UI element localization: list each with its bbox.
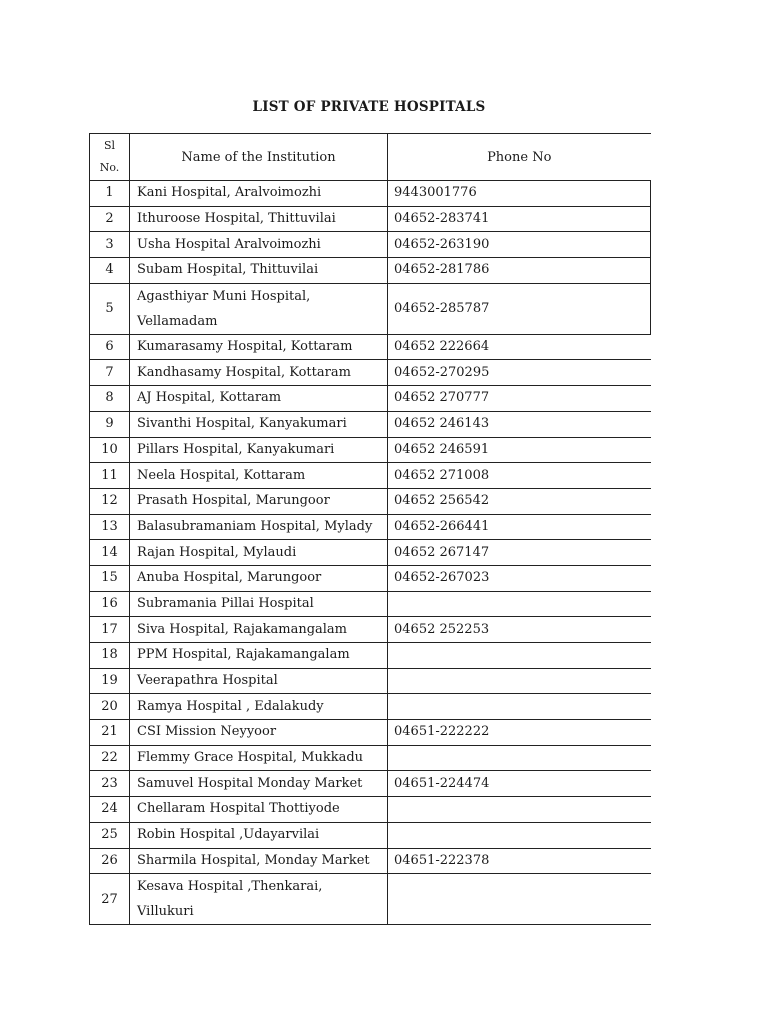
serial-number: 16 <box>90 591 130 617</box>
institution-name: Flemmy Grace Hospital, Mukkadu <box>130 745 388 771</box>
phone-number: 04652 222664 <box>388 334 651 360</box>
phone-number: 04652 246143 <box>388 411 651 437</box>
phone-number: 04652-285787 <box>388 283 651 334</box>
table-row <box>90 745 651 771</box>
column-header-sl-line2: No. <box>99 161 120 174</box>
table-row <box>90 848 651 874</box>
serial-number: 14 <box>90 540 130 566</box>
phone-number: 04651-222378 <box>388 848 651 874</box>
phone-number: 04652 267147 <box>388 540 651 566</box>
serial-number: 20 <box>90 694 130 720</box>
table-row <box>90 283 651 334</box>
serial-number: 4 <box>90 258 130 284</box>
column-header-sl-no <box>90 134 130 181</box>
serial-number: 26 <box>90 848 130 874</box>
table-row <box>90 411 651 437</box>
table-row <box>90 668 651 694</box>
institution-name: Subam Hospital, Thittuvilai <box>130 258 388 284</box>
institution-name: Sharmila Hospital, Monday Market <box>130 848 388 874</box>
phone-number <box>388 643 651 669</box>
table-row <box>90 694 651 720</box>
phone-number: 04652-281786 <box>388 258 651 284</box>
table-row <box>90 488 651 514</box>
phone-number <box>388 668 651 694</box>
serial-number: 12 <box>90 488 130 514</box>
institution-name: Chellaram Hospital Thottiyode <box>130 797 388 823</box>
phone-number: 04652-267023 <box>388 565 651 591</box>
serial-number: 1 <box>90 181 130 207</box>
table-row <box>90 232 651 258</box>
serial-number: 8 <box>90 386 130 412</box>
table-row <box>90 386 651 412</box>
institution-name: Pillars Hospital, Kanyakumari <box>130 437 388 463</box>
table-row <box>90 797 651 823</box>
table-row <box>90 617 651 643</box>
table-row <box>90 874 651 925</box>
institution-name: Subramania Pillai Hospital <box>130 591 388 617</box>
column-header-phone: Phone No <box>388 134 651 181</box>
serial-number: 7 <box>90 360 130 386</box>
serial-number: 18 <box>90 643 130 669</box>
table-row <box>90 591 651 617</box>
phone-number: 04652 246591 <box>388 437 651 463</box>
serial-number: 19 <box>90 668 130 694</box>
table-header-row <box>90 134 651 181</box>
serial-number: 10 <box>90 437 130 463</box>
serial-number: 11 <box>90 463 130 489</box>
phone-number: 04652 252253 <box>388 617 651 643</box>
table-row <box>90 334 651 360</box>
phone-number <box>388 745 651 771</box>
phone-number: 04652 271008 <box>388 463 651 489</box>
institution-name: Samuvel Hospital Monday Market <box>130 771 388 797</box>
institution-name: Ramya Hospital , Edalakudy <box>130 694 388 720</box>
table-row <box>90 565 651 591</box>
institution-name: Usha Hospital Aralvoimozhi <box>130 232 388 258</box>
table-row <box>90 514 651 540</box>
table-row <box>90 258 651 284</box>
phone-number <box>388 822 651 848</box>
institution-name: PPM Hospital, Rajakamangalam <box>130 643 388 669</box>
table-row <box>90 181 651 207</box>
institution-name: Kandhasamy Hospital, Kottaram <box>130 360 388 386</box>
serial-number: 27 <box>90 874 130 925</box>
table-body <box>90 181 651 925</box>
institution-name: Prasath Hospital, Marungoor <box>130 488 388 514</box>
phone-number: 04652 270777 <box>388 386 651 412</box>
serial-number: 24 <box>90 797 130 823</box>
institution-name: Siva Hospital, Rajakamangalam <box>130 617 388 643</box>
table-row <box>90 643 651 669</box>
institution-name: Rajan Hospital, Mylaudi <box>130 540 388 566</box>
institution-name: Anuba Hospital, Marungoor <box>130 565 388 591</box>
institution-name: CSI Mission Neyyoor <box>130 720 388 746</box>
phone-number: 04651-222222 <box>388 720 651 746</box>
phone-number: 04652-263190 <box>388 232 651 258</box>
serial-number: 22 <box>90 745 130 771</box>
serial-number: 9 <box>90 411 130 437</box>
phone-number: 9443001776 <box>388 181 651 207</box>
institution-name: Robin Hospital ,Udayarvilai <box>130 822 388 848</box>
table-row <box>90 771 651 797</box>
institution-name: Kumarasamy Hospital, Kottaram <box>130 334 388 360</box>
serial-number: 5 <box>90 283 130 334</box>
table-row <box>90 206 651 232</box>
institution-name: AJ Hospital, Kottaram <box>130 386 388 412</box>
serial-number: 6 <box>90 334 130 360</box>
serial-number: 13 <box>90 514 130 540</box>
table-row <box>90 540 651 566</box>
phone-number: 04652-270295 <box>388 360 651 386</box>
column-header-name: Name of the Institution <box>130 134 388 181</box>
phone-number <box>388 874 651 925</box>
serial-number: 3 <box>90 232 130 258</box>
phone-number: 04652-283741 <box>388 206 651 232</box>
institution-name: Balasubramaniam Hospital, Mylady <box>130 514 388 540</box>
table-row <box>90 437 651 463</box>
phone-number: 04651-224474 <box>388 771 651 797</box>
serial-number: 15 <box>90 565 130 591</box>
institution-name: Sivanthi Hospital, Kanyakumari <box>130 411 388 437</box>
institution-name: Veerapathra Hospital <box>130 668 388 694</box>
institution-name: Agasthiyar Muni Hospital, Vellamadam <box>130 283 388 334</box>
page-title: LIST OF PRIVATE HOSPITALS <box>252 99 486 115</box>
table-row <box>90 720 651 746</box>
hospital-table <box>89 133 651 925</box>
phone-number <box>388 694 651 720</box>
institution-name: Kani Hospital, Aralvoimozhi <box>130 181 388 207</box>
institution-name: Ithuroose Hospital, Thittuvilai <box>130 206 388 232</box>
serial-number: 25 <box>90 822 130 848</box>
table-row <box>90 822 651 848</box>
institution-name: Kesava Hospital ,Thenkarai, Villukuri <box>130 874 388 925</box>
column-header-sl-line1: Sl <box>103 139 116 152</box>
serial-number: 21 <box>90 720 130 746</box>
serial-number: 17 <box>90 617 130 643</box>
phone-number <box>388 591 651 617</box>
institution-name: Neela Hospital, Kottaram <box>130 463 388 489</box>
phone-number: 04652 256542 <box>388 488 651 514</box>
table-row <box>90 360 651 386</box>
phone-number: 04652-266441 <box>388 514 651 540</box>
serial-number: 2 <box>90 206 130 232</box>
serial-number: 23 <box>90 771 130 797</box>
table-row <box>90 463 651 489</box>
phone-number <box>388 797 651 823</box>
